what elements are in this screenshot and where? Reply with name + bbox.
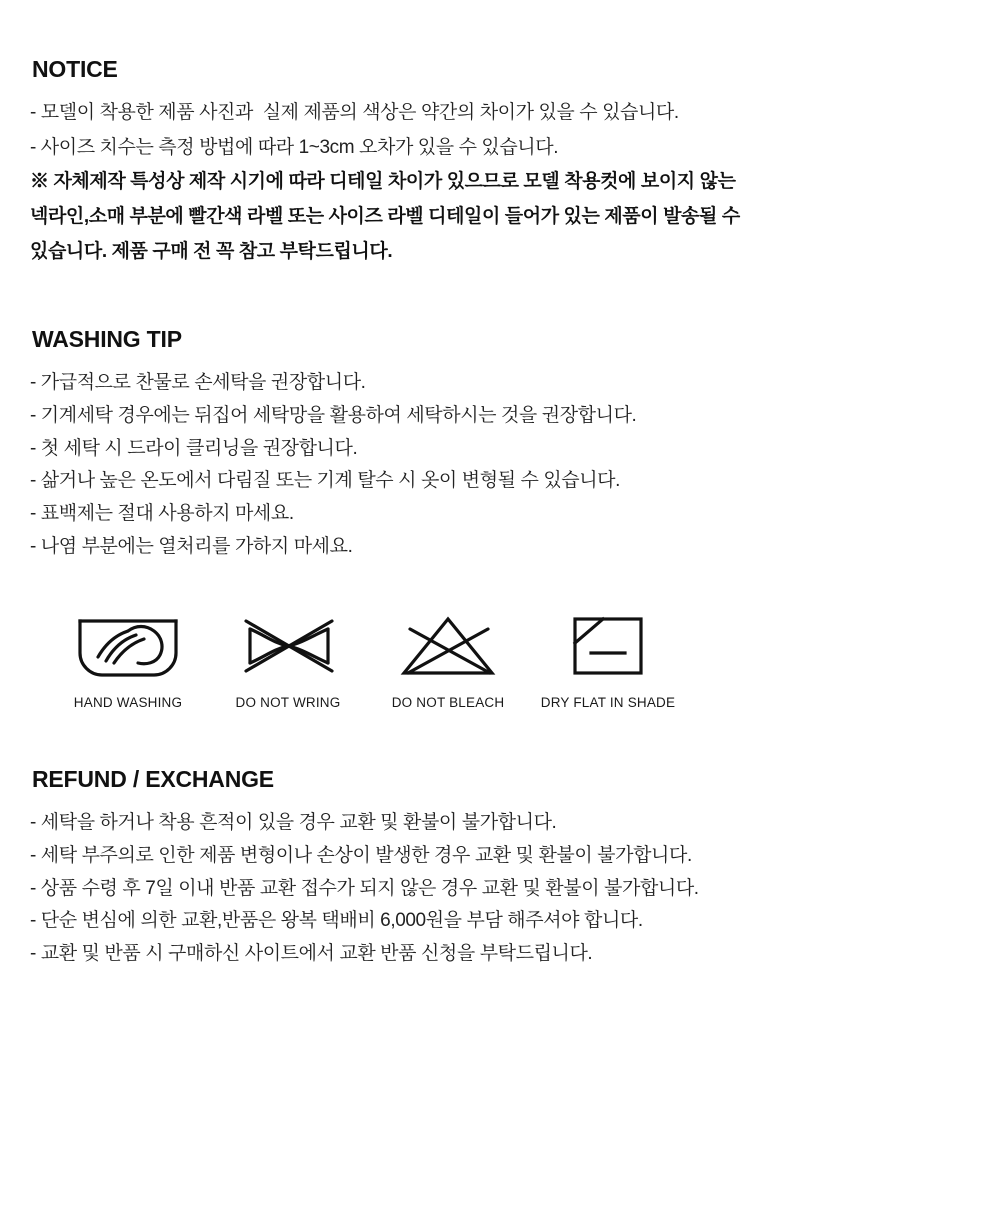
dry-flat-in-shade-icon <box>569 607 647 685</box>
notice-line: - 사이즈 치수는 측정 방법에 따라 1~3cm 오차가 있을 수 있습니다. <box>30 136 559 158</box>
washing-tip-line: - 가급적으로 찬물로 손세탁을 권장합니다. <box>30 372 366 394</box>
washing-tip-line: - 표백제는 절대 사용하지 마세요. <box>30 503 294 525</box>
spacer <box>30 710 970 766</box>
notice-section <box>30 56 970 268</box>
notice-line: - 모델이 착용한 제품 사진과 실제 제품의 색상은 약간의 차이가 있을 수 있습니다. <box>30 102 679 123</box>
refund-exchange-line: - 교환 및 반품 시 구매하신 사이트에서 교환 반품 신청을 부탁드립니다. <box>30 943 593 965</box>
do-not-bleach-icon <box>396 607 500 685</box>
washing-tip-line: - 기계세탁 경우에는 뒤집어 세탁망을 활용하여 세탁하시는 것을 권장합니다. <box>30 405 637 427</box>
notice-line: 넥라인,소매 부분에 빨간색 라벨 또는 사이즈 라벨 디테일이 들어가 있는 제품이 발송될 수 <box>30 206 740 228</box>
care-symbol-hand-washing <box>48 607 208 710</box>
care-symbol-do-not-wring <box>208 607 368 710</box>
washing-tip-section <box>30 326 970 710</box>
care-symbol-do-not-bleach <box>368 607 528 710</box>
care-symbols-row <box>30 607 970 710</box>
refund-exchange-title: REFUND / EXCHANGE <box>32 766 274 793</box>
refund-exchange-line: - 세탁을 하거나 착용 흔적이 있을 경우 교환 및 환불이 불가합니다. <box>30 812 557 834</box>
care-symbol-caption: DO NOT BLEACH <box>391 695 505 711</box>
hand-washing-icon <box>76 607 180 685</box>
care-symbol-dry-flat-in-shade <box>528 607 688 710</box>
care-symbol-caption: DO NOT WRING <box>235 695 341 711</box>
notice-line: 있습니다. 제품 구매 전 꼭 참고 부탁드립니다. <box>30 240 393 262</box>
washing-tip-line: - 첫 세탁 시 드라이 클리닝을 권장합니다. <box>30 437 358 459</box>
notice-title: NOTICE <box>32 56 118 82</box>
refund-exchange-section <box>30 766 970 970</box>
washing-tip-title: WASHING TIP <box>32 326 182 353</box>
refund-exchange-line: - 상품 수령 후 7일 이내 반품 교환 접수가 되지 않은 경우 교환 및 환불이 불가합니다. <box>30 877 699 899</box>
washing-tip-line: - 나염 부분에는 열처리를 가하지 마세요. <box>30 535 353 557</box>
care-symbol-caption: HAND WASHING <box>73 695 183 711</box>
spacer <box>30 270 970 326</box>
do-not-wring-icon <box>236 607 340 685</box>
care-symbol-caption: DRY FLAT IN SHADE <box>540 695 676 711</box>
washing-tip-line: - 삶거나 높은 온도에서 다림질 또는 기계 탈수 시 옷이 변형될 수 있습니다. <box>30 470 621 492</box>
refund-exchange-line: - 세탁 부주의로 인한 제품 변형이나 손상이 발생한 경우 교환 및 환불이 불가합니다. <box>30 845 692 867</box>
refund-exchange-line: - 단순 변심에 의한 교환,반품은 왕복 택배비 6,000원을 부담 해주셔야 합니다. <box>30 910 643 932</box>
notice-line: ※ 자체제작 특성상 제작 시기에 따라 디테일 차이가 있으므로 모델 착용컷에 보이지 않는 <box>30 171 736 193</box>
